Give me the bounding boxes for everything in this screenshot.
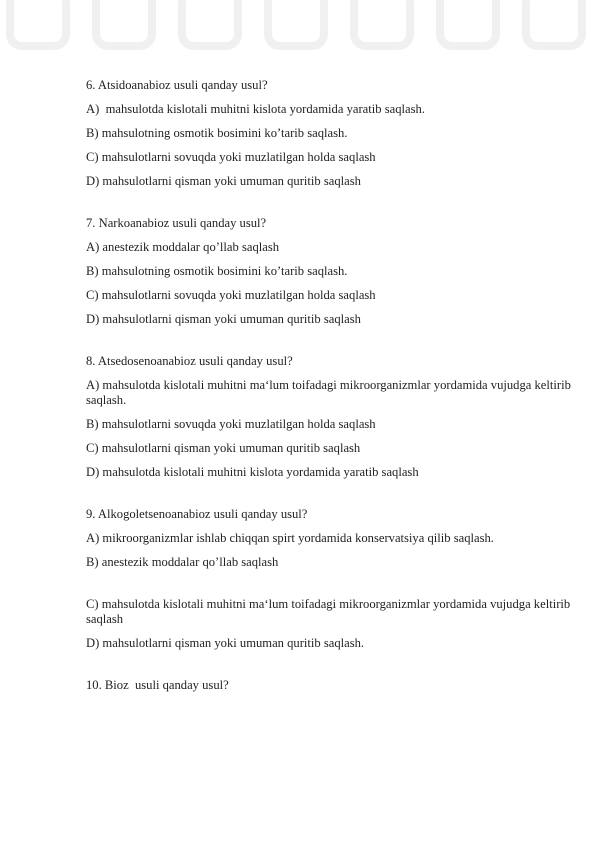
question-block [86, 354, 582, 480]
question-block [86, 678, 582, 693]
question-block [86, 78, 582, 189]
answer-option: D) mahsulotlarni qisman yoki umuman quritib saqlash. [86, 636, 365, 650]
answer-option: A) anestezik moddalar qo’llab saqlash [86, 240, 280, 254]
question-list [86, 78, 582, 702]
spacer [86, 198, 582, 216]
answer-option: D) mahsulotda kislotali muhitni kislota yordamida yaratib saqlash [86, 465, 419, 479]
answer-option: C) mahsulotlarni sovuqda yoki muzlatilgan holda saqlash [86, 288, 376, 302]
answer-option: B) anestezik moddalar qo’llab saqlash [86, 555, 279, 569]
question-title: 10. Bioz usuli qanday usul? [86, 678, 229, 692]
answer-option: A) mahsulotda kislotali muhitni kislota yordamida yaratib saqlash. [86, 102, 425, 116]
answer-option: B) mahsulotning osmotik bosimini ko’tarib saqlash. [86, 264, 348, 278]
answer-option: D) mahsulotlarni qisman yoki umuman quritib saqlash [86, 312, 361, 326]
question-title: 6. Atsidoanabioz usuli qanday usul? [86, 78, 268, 92]
question-block [86, 216, 582, 327]
question-block [86, 507, 582, 651]
answer-option: A) mahsulotda kislotali muhitni ma‘lum toifadagi mikroorganizmlar yordamida vujudga keltirib saqlash. [86, 378, 575, 407]
answer-option: B) mahsulotlarni sovuqda yoki muzlatilgan holda saqlash [86, 417, 376, 431]
answer-option: C) mahsulotlarni sovuqda yoki muzlatilgan holda saqlash [86, 150, 376, 164]
answer-option: B) mahsulotning osmotik bosimini ko’tarib saqlash. [86, 126, 348, 140]
answer-option: C) mahsulotlarni qisman yoki umuman quritib saqlash [86, 441, 361, 455]
question-title: 7. Narkoanabioz usuli qanday usul? [86, 216, 267, 230]
answer-option: D) mahsulotlarni qisman yoki umuman quritib saqlash [86, 174, 361, 188]
question-title: 8. Atsedosenoanabioz usuli qanday usul? [86, 354, 293, 368]
spacer [86, 579, 582, 597]
spacer [86, 336, 582, 354]
question-title: 9. Alkogoletsenoanabioz usuli qanday usul? [86, 507, 308, 521]
spacer [86, 489, 582, 507]
answer-option: C) mahsulotda kislotali muhitni ma‘lum toifadagi mikroorganizmlar yordamida vujudga keltirib saqlash [86, 597, 574, 626]
spacer [86, 660, 582, 678]
answer-option: A) mikroorganizmlar ishlab chiqqan spirt yordamida konservatsiya qilib saqlash. [86, 531, 494, 545]
